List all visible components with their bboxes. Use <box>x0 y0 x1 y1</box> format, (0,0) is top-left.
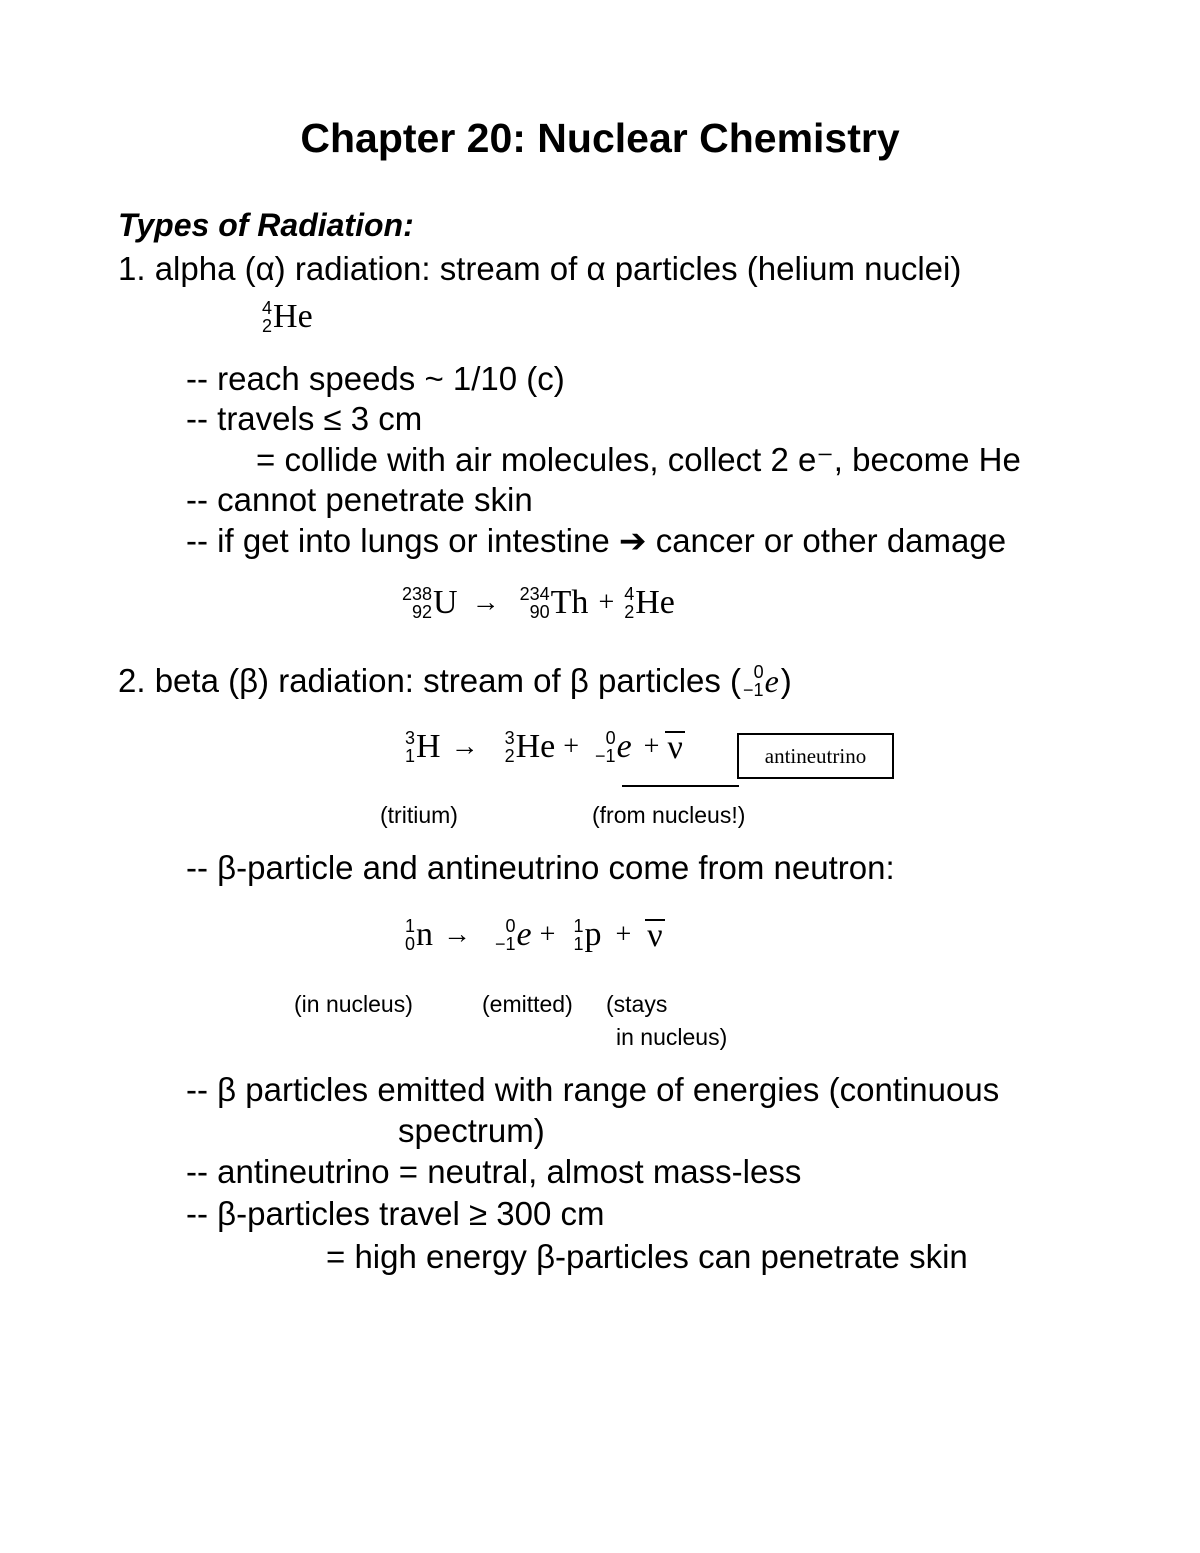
antineutrino-symbol: ν <box>647 917 663 954</box>
th-mass: 234 <box>519 584 550 604</box>
thorium-nuclide <box>520 584 589 622</box>
p-symbol: p <box>584 916 602 953</box>
label-stays: (stays <box>606 991 668 1017</box>
e-symbol: e <box>764 663 779 699</box>
label-emitted: (emitted) <box>482 991 573 1017</box>
he-mass: 4 <box>262 298 273 318</box>
from-nucleus-underline <box>622 785 739 787</box>
e1-symbol: e <box>616 728 632 765</box>
electron-nuclide <box>743 662 779 700</box>
beta-intro <box>118 662 792 700</box>
e-mass: 0 <box>753 662 764 682</box>
alpha-decay-equation <box>402 584 675 622</box>
h-mass: 3 <box>405 728 416 748</box>
e2-symbol: e <box>516 916 532 953</box>
alpha-bullet-lungs: -- if get into lungs or intestine ➔ cancer or other damage <box>186 522 1007 559</box>
tritium-nuclide <box>405 728 441 766</box>
n-mass: 1 <box>405 916 416 936</box>
neutron-decay-equation <box>405 916 665 954</box>
arrow: → <box>443 919 472 950</box>
he3-mass: 3 <box>504 728 515 748</box>
alpha-bullet-speed: -- reach speeds ~ 1/10 (c) <box>186 360 565 397</box>
he2-symbol: He <box>635 584 675 621</box>
beta-intro-close: ) <box>780 662 792 699</box>
he-atomic: 2 <box>262 316 273 336</box>
p-atomic: 1 <box>573 934 584 954</box>
n-symbol: n <box>416 916 434 953</box>
p-mass: 1 <box>573 916 584 936</box>
neutron-line: -- β-particle and antineutrino come from neutron: <box>186 849 895 886</box>
u-atomic: 92 <box>412 602 433 622</box>
helium-product <box>624 584 675 622</box>
he2-atomic: 2 <box>624 602 635 622</box>
u-symbol: U <box>433 584 458 621</box>
beta-bullet-energies: -- β particles emitted with range of energies (continuous <box>186 1071 1000 1108</box>
h-symbol: H <box>416 728 441 765</box>
helium3-nuclide <box>505 728 556 766</box>
he3-symbol: He <box>515 728 556 765</box>
arrow: → <box>450 731 479 762</box>
u-mass: 238 <box>402 584 433 604</box>
antineutrino-label: antineutrino <box>764 743 867 768</box>
he2-mass: 4 <box>624 584 635 604</box>
label-tritium: (tritium) <box>380 802 458 828</box>
he-symbol: He <box>273 298 313 335</box>
plus: + <box>615 919 632 950</box>
alpha-bullet-skin: -- cannot penetrate skin <box>186 481 533 518</box>
tritium-decay-equation <box>405 728 685 766</box>
section-heading: Types of Radiation: <box>118 207 414 243</box>
alpha-bullet-travel: -- travels ≤ 3 cm <box>186 400 423 437</box>
emitted-electron <box>495 916 532 954</box>
h-atomic: 1 <box>405 746 416 766</box>
beta-bullet-spectrum: spectrum) <box>398 1112 545 1149</box>
arrow: → <box>471 587 500 618</box>
he3-atomic: 2 <box>504 746 515 766</box>
e1-atomic: −1 <box>595 746 616 766</box>
beta-bullet-travel: -- β-particles travel ≥ 300 cm <box>186 1195 605 1232</box>
beta-electron <box>595 728 632 766</box>
antineutrino-symbol: ν <box>667 729 683 766</box>
helium-nuclide <box>262 298 313 336</box>
label-stays-in-nucleus: in nucleus) <box>616 1024 728 1050</box>
alpha-bullet-collide: = collide with air molecules, collect 2 e⁻, become He <box>256 441 1021 478</box>
plus: + <box>563 731 580 762</box>
neutron-nuclide <box>405 916 433 954</box>
th-atomic: 90 <box>529 602 550 622</box>
beta-bullet-antineutrino: -- antineutrino = neutral, almost mass-less <box>186 1153 802 1190</box>
page-title: Chapter 20: Nuclear Chemistry <box>300 115 900 161</box>
plus: + <box>643 731 660 762</box>
e1-mass: 0 <box>605 728 616 748</box>
e2-atomic: −1 <box>495 934 516 954</box>
label-from-nucleus: (from nucleus!) <box>592 802 746 828</box>
beta-bullet-penetrate: = high energy β-particles can penetrate skin <box>326 1238 968 1275</box>
label-in-nucleus: (in nucleus) <box>294 991 413 1017</box>
antineutrino-box <box>737 733 894 779</box>
e2-mass: 0 <box>505 916 516 936</box>
alpha-intro: 1. alpha (α) radiation: stream of α particles (helium nuclei) <box>118 250 962 287</box>
plus: + <box>539 919 556 950</box>
e-atomic: −1 <box>743 680 764 700</box>
plus: + <box>598 587 615 618</box>
n-atomic: 0 <box>405 934 416 954</box>
beta-intro-text: 2. beta (β) radiation: stream of β particles ( <box>118 662 742 699</box>
uranium-nuclide <box>402 584 458 622</box>
th-symbol: Th <box>550 584 589 621</box>
proton-nuclide <box>573 916 601 954</box>
